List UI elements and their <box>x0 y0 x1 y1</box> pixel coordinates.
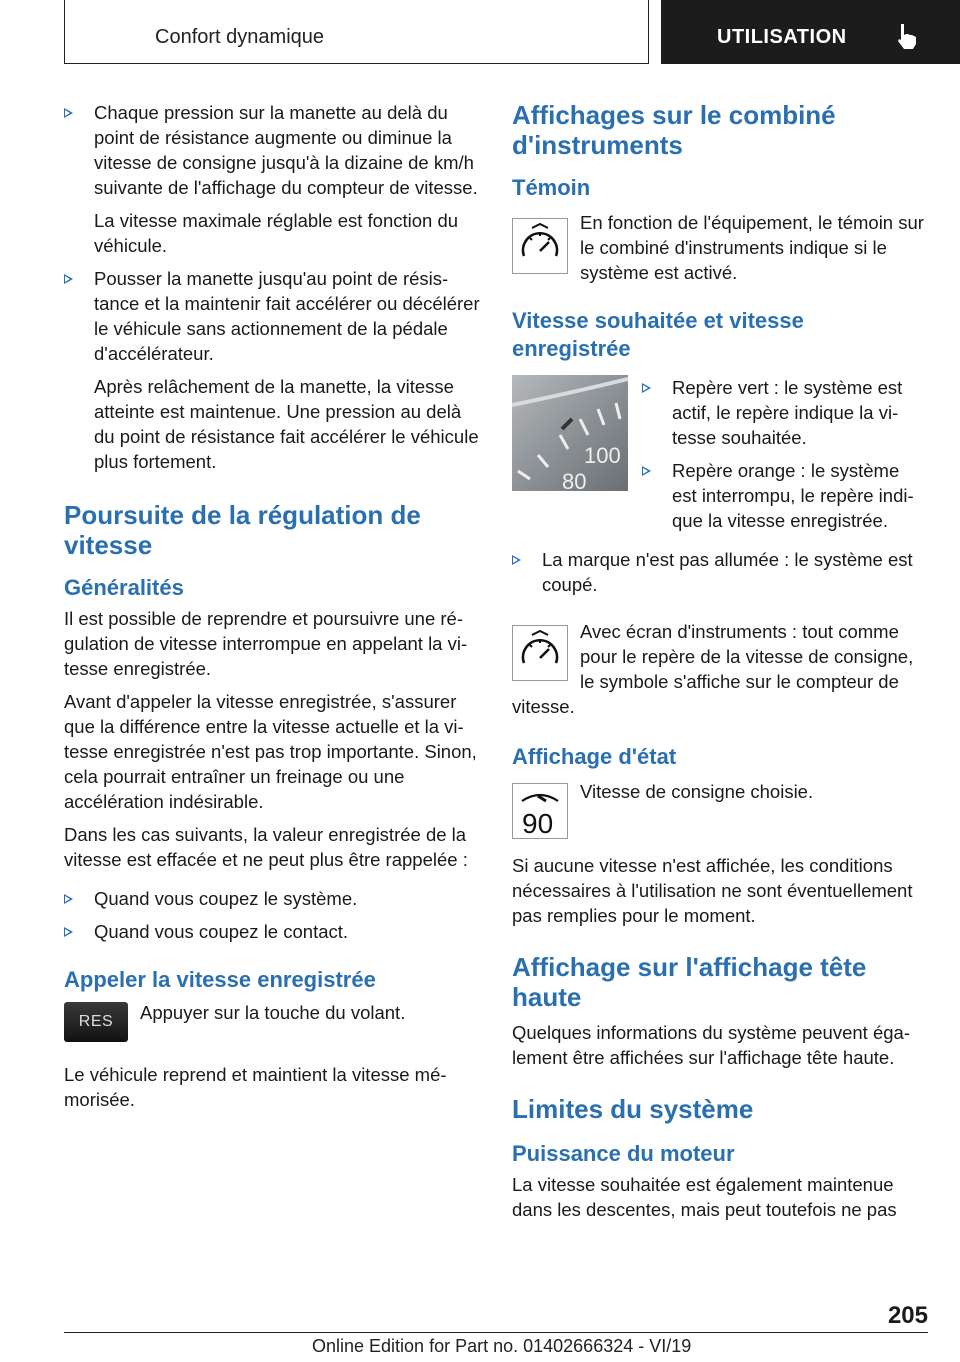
bullet-text: Quand vous coupez le contact. <box>94 921 349 942</box>
header-section-title: Confort dynamique <box>155 26 324 48</box>
bullet-text: Pousser la manette jusqu'au point de résistance et la maintenir fait accélérer ou décélérer le véhicule sans actionnement de la pédale d'accélérateur. <box>94 268 480 364</box>
paragraph: Si aucune vitesse n'est affichée, les conditions nécessaires à l'utilisation ne sont éventuellement pas remplies pour le moment. <box>512 855 913 926</box>
paragraph: Dans les cas suivants, la valeur enregistrée de la vitesse est effacée et ne peut plus être rappelée : <box>64 824 468 870</box>
ecran-block <box>512 619 928 719</box>
set-speed-display-icon <box>512 783 568 839</box>
bullet-list-clear <box>64 886 484 944</box>
etat-block <box>512 779 928 843</box>
gauge-label-80: 80 <box>562 469 587 491</box>
left-column <box>64 100 484 1112</box>
header-frame <box>64 0 649 64</box>
bullet-text: Repère orange : le système est interrompu, le repère indique la vitesse enregistrée. <box>672 460 914 531</box>
etat-value: 90 <box>522 808 554 839</box>
pointing-hand-icon <box>895 22 919 50</box>
res-button-icon <box>64 1002 128 1042</box>
temoin-block <box>512 210 928 285</box>
heading-vitesse: Vitesse souhaitée et vitesse enregistrée <box>512 308 804 361</box>
list-item <box>642 375 928 450</box>
bullet-text: Après relâchement de la manette, la vitesse atteinte est maintenue. Une pression au delà du point de résistance fait accélérer le véhicule plus fortement. <box>94 376 479 472</box>
bullet-text: Chaque pression sur la manette au delà du point de résistance augmente ou diminue la vitesse de consigne jusqu'à la dizaine de km/h suivante de l'affichage du compteur de vitesse. <box>94 102 478 198</box>
list-item <box>64 266 484 474</box>
heading-etat: Affichage d'état <box>512 744 677 769</box>
bullet-triangle-icon <box>642 383 651 393</box>
paragraph: En fonction de l'équipement, le témoin sur le combiné d'instruments indique si le système est activé. <box>580 212 924 283</box>
header-chapter-tab <box>661 0 960 64</box>
heading-puissance: Puissance du moteur <box>512 1141 735 1166</box>
paragraph: Avant d'appeler la vitesse enregistrée, s'assurer que la différence entre la vitesse actuelle et la vitesse enregistrée n'est pas trop importante. Sinon, cela pourrait entraîner un freinage ou une accélération indésirable. <box>64 691 477 812</box>
list-item <box>64 919 484 944</box>
speedometer-image <box>512 375 628 491</box>
cruise-control-icon <box>512 218 568 274</box>
gauge-block <box>512 375 928 541</box>
header-chapter-title: UTILISATION <box>717 26 847 48</box>
list-item <box>64 886 484 911</box>
bullet-triangle-icon <box>64 108 73 118</box>
bullet-triangle-icon <box>64 274 73 284</box>
bullet-list-off <box>512 547 928 597</box>
heading-limites: Limites du système <box>512 1094 754 1124</box>
heading-affichages: Affichages sur le combiné d'instruments <box>512 100 836 160</box>
paragraph: Appuyer sur la touche du volant. <box>140 1002 406 1023</box>
heading-appeler: Appeler la vitesse enregistrée <box>64 967 376 992</box>
heading-temoin: Témoin <box>512 175 591 200</box>
paragraph: Quelques informations du système peuvent également être affichées sur l'affichage tête haute. <box>512 1022 910 1068</box>
res-button-label: RES <box>78 1013 114 1030</box>
footer-edition: Online Edition for Part no. 01402666324 - VI/19 <box>312 1336 692 1356</box>
bullet-triangle-icon <box>64 894 73 904</box>
gauge-label-100: 100 <box>584 443 621 468</box>
right-column <box>512 100 928 1222</box>
bullet-text: La marque n'est pas allumée : le système est coupé. <box>542 549 913 595</box>
bullet-text: La vitesse maximale réglable est fonction du véhicule. <box>94 210 459 256</box>
bullet-text: Repère vert : le système est actif, le repère indique la vitesse souhaitée. <box>672 377 903 448</box>
list-item <box>64 100 484 258</box>
heading-tete-haute: Affichage sur l'affichage tête haute <box>512 952 867 1012</box>
paragraph: La vitesse souhaitée est également maintenue dans les descentes, mais peut toutefois ne pas <box>512 1174 897 1220</box>
heading-generalites: Généralités <box>64 575 184 600</box>
page-number: 205 <box>887 1302 928 1329</box>
paragraph: Le véhicule reprend et maintient la vitesse mémorisée. <box>64 1064 447 1110</box>
bullet-list-gauge <box>642 375 928 541</box>
bullet-text: Quand vous coupez le système. <box>94 888 358 909</box>
paragraph: Vitesse de consigne choisie. <box>580 781 814 802</box>
list-item <box>512 547 928 597</box>
footer-divider <box>64 1332 928 1333</box>
bullet-list-adjust <box>64 100 484 474</box>
paragraph: Il est possible de reprendre et poursuivre une régulation de vitesse interrompue en appelant la vitesse enregistrée. <box>64 608 468 679</box>
bullet-triangle-icon <box>512 555 521 565</box>
bullet-triangle-icon <box>642 466 651 476</box>
bullet-triangle-icon <box>64 927 73 937</box>
heading-poursuite: Poursuite de la régulation de vitesse <box>64 500 421 560</box>
paragraph: Avec écran d'instruments : tout comme pour le repère de la vitesse de consigne, le symbole s'affiche sur le compteur de vitesse. <box>512 621 914 717</box>
cruise-control-icon <box>512 625 568 681</box>
list-item <box>642 458 928 533</box>
